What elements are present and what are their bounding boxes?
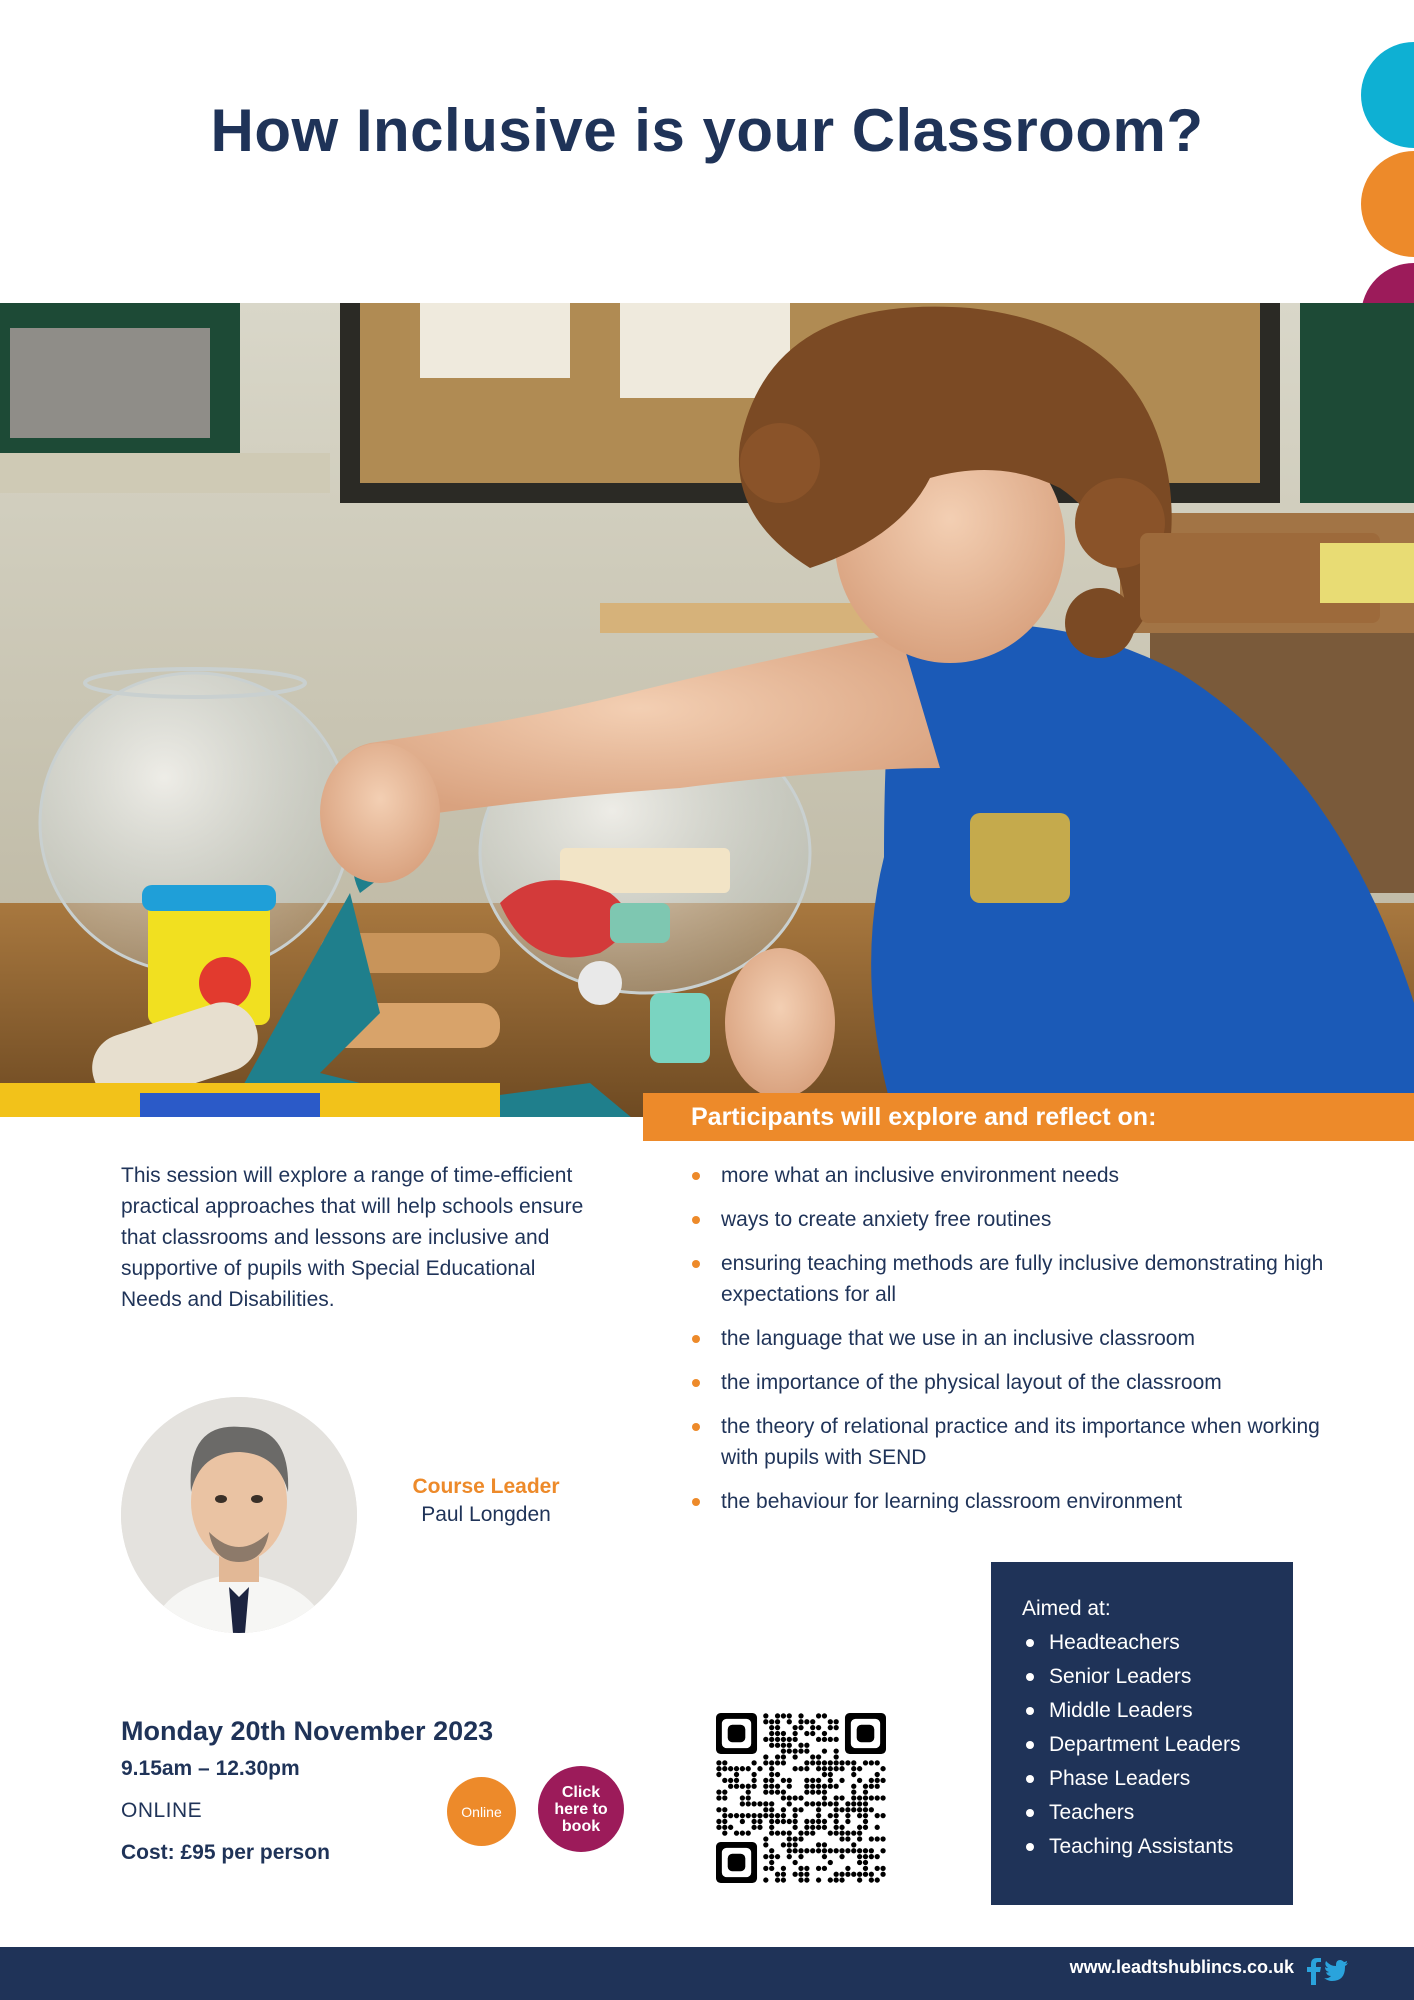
audience-item-text: Headteachers <box>1049 1631 1180 1654</box>
bullet-icon <box>692 1498 700 1506</box>
audience-list-item <box>1022 1660 1273 1694</box>
explore-list-item <box>690 1204 1330 1235</box>
audience-item-text: Senior Leaders <box>1049 1665 1192 1688</box>
bullet-icon <box>692 1260 700 1268</box>
explore-list <box>690 1160 1330 1530</box>
explore-list-item <box>690 1486 1330 1517</box>
event-date: Monday 20th November 2023 <box>121 1716 494 1746</box>
course-leader-role: Course Leader <box>412 1475 560 1498</box>
audience-list-item <box>1022 1728 1273 1762</box>
bullet-icon <box>1026 1843 1034 1851</box>
audience-list-item <box>1022 1830 1273 1864</box>
audience-item-text: Teaching Assistants <box>1049 1835 1234 1858</box>
bullet-icon <box>1026 1673 1034 1681</box>
explore-list-item <box>690 1411 1330 1473</box>
bullet-icon <box>1026 1707 1034 1715</box>
book-button[interactable] <box>538 1766 624 1852</box>
footer-website-link[interactable]: www.leadtshublincs.co.uk <box>1069 1957 1294 1977</box>
facebook-icon[interactable] <box>1306 1957 1322 1985</box>
explore-list-item-text: the behaviour for learning classroom environment <box>721 1490 1183 1513</box>
explore-list-item-text: the importance of the physical layout of the classroom <box>721 1371 1222 1394</box>
intro-paragraph: This session will explore a range of time-efficient practical approaches that will help schools ensure that classrooms and lessons are inclusive and supportive of pupils with Special Educational Needs and Disabilities. <box>121 1164 584 1311</box>
audience-list-item <box>1022 1796 1273 1830</box>
hero-photo <box>0 303 1414 1117</box>
explore-heading-banner: Participants will explore and reflect on: <box>643 1093 1414 1141</box>
audience-item-text: Phase Leaders <box>1049 1767 1191 1790</box>
explore-list-item-text: the theory of relational practice and its importance when working with pupils with SEND <box>721 1415 1320 1469</box>
audience-title: Aimed at: <box>1022 1597 1111 1620</box>
audience-item-text: Teachers <box>1049 1801 1135 1824</box>
online-badge: Online <box>447 1777 516 1846</box>
booking-qr-code[interactable] <box>716 1713 886 1883</box>
event-cost: Cost: £95 per person <box>121 1841 330 1864</box>
explore-list-item-text: more what an inclusive environment needs <box>721 1164 1120 1187</box>
audience-list-item <box>1022 1626 1273 1660</box>
bullet-icon <box>692 1216 700 1224</box>
explore-list-item-text: ensuring teaching methods are fully inclusive demonstrating high expectations for all <box>721 1252 1324 1306</box>
audience-item-text: Department Leaders <box>1049 1733 1241 1756</box>
audience-box <box>991 1562 1293 1905</box>
course-leader-photo <box>121 1397 357 1633</box>
explore-list-item <box>690 1367 1330 1398</box>
bullet-icon <box>692 1423 700 1431</box>
audience-list-item <box>1022 1762 1273 1796</box>
explore-list-item <box>690 1160 1330 1191</box>
twitter-icon[interactable] <box>1324 1960 1348 1982</box>
audience-item-text: Middle Leaders <box>1049 1699 1193 1722</box>
bullet-icon <box>692 1172 700 1180</box>
orange-circle-decoration <box>1361 151 1414 257</box>
event-mode: ONLINE <box>121 1799 203 1822</box>
explore-list-item-text: the language that we use in an inclusive classroom <box>721 1327 1195 1350</box>
bullet-icon <box>692 1335 700 1343</box>
bullet-icon <box>1026 1809 1034 1817</box>
bullet-icon <box>1026 1741 1034 1749</box>
explore-list-item <box>690 1248 1330 1310</box>
explore-list-item-text: ways to create anxiety free routines <box>721 1208 1052 1231</box>
bullet-icon <box>1026 1775 1034 1783</box>
course-leader-name: Paul Longden <box>421 1503 551 1526</box>
page-title: How Inclusive is your Classroom? <box>210 97 1204 164</box>
event-time: 9.15am – 12.30pm <box>121 1757 300 1780</box>
book-button-label: Click here to book <box>554 1783 608 1835</box>
explore-list-item <box>690 1323 1330 1354</box>
bullet-icon <box>692 1379 700 1387</box>
audience-list <box>1022 1626 1273 1864</box>
bullet-icon <box>1026 1639 1034 1647</box>
audience-list-item <box>1022 1694 1273 1728</box>
